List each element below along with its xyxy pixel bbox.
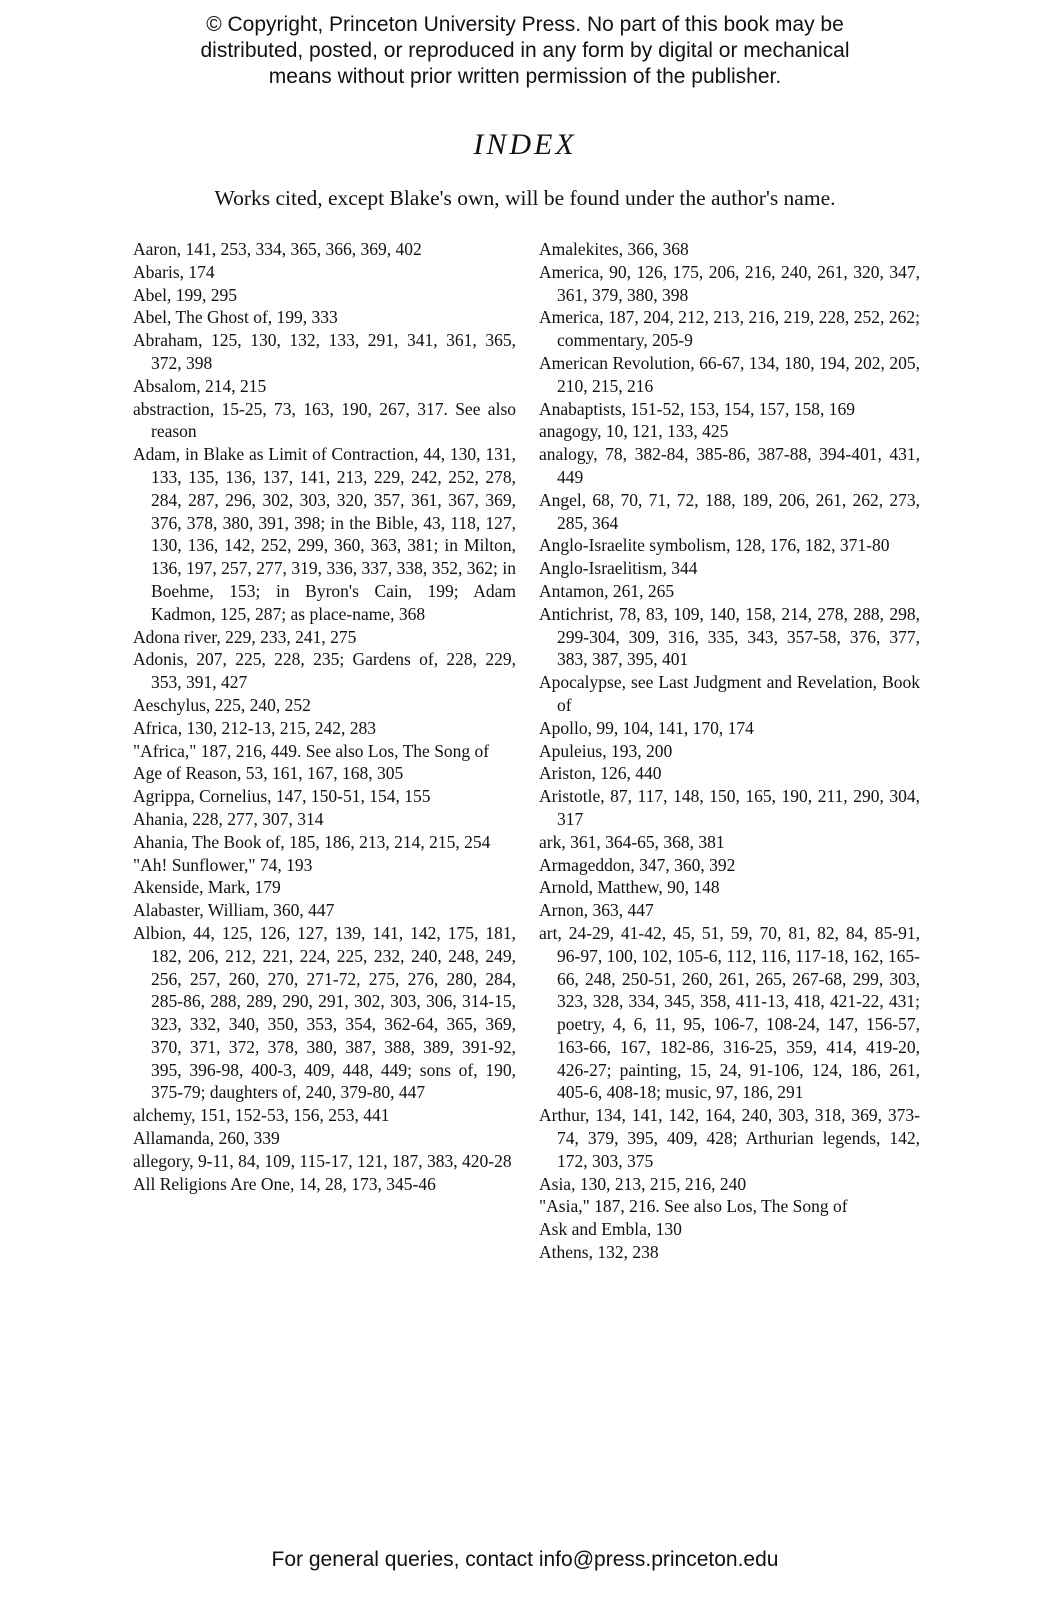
index-entry: "Africa," 187, 216, 449. See also Los, The Song of (133, 740, 490, 761)
index-entry: Anglo-Israelitism, 344 (539, 558, 698, 579)
index-entry: Albion, 44, 125, 126, 127, 139, 141, 142, 175, 181, 182, 206, 212, 221, 224, 225, 232, 240, 248, 249, 256, 257, 260, 270, 271-72, 275, 276, 280, 284, 285-86, 288, 289, 290, 291, 302, 303, 306, 314-15, 323, 332, 340, 350, 353, 354, 362-64, 365, 369, 370, 371, 372, 378, 380, 387, 388, 389, 391-92, 395, 396-98, 400-3, 409, 448, 449; sons of, 190, 375-79; daughters of, 240, 379-80, 447 (133, 922, 516, 1103)
index-entry: Ariston, 126, 440 (539, 763, 662, 784)
index-entry: America, 90, 126, 175, 206, 216, 240, 261, 320, 347, 361, 379, 380, 398 (539, 261, 920, 305)
index-entry: Abraham, 125, 130, 132, 133, 291, 341, 361, 365, 372, 398 (133, 330, 516, 373)
copyright-notice (0, 12, 1050, 90)
index-entry: Ahania, 228, 277, 307, 314 (133, 808, 324, 829)
index-entry: Arnon, 363, 447 (539, 900, 654, 921)
index-entry: anagogy, 10, 121, 133, 425 (539, 421, 729, 442)
index-entry: Aristotle, 87, 117, 148, 150, 165, 190, 211, 290, 304, 317 (539, 786, 920, 829)
index-entry: All Religions Are One, 14, 28, 173, 345-46 (133, 1173, 436, 1194)
index-entry: Angel, 68, 70, 71, 72, 188, 189, 206, 261, 262, 273, 285, 364 (539, 489, 920, 533)
index-entry: "Asia," 187, 216. See also Los, The Song of (539, 1196, 848, 1217)
copyright-line: means without prior written permission of the publisher. (268, 65, 782, 88)
copyright-line: distributed, posted, or reproduced in any form by digital or mechanical (200, 39, 850, 62)
index-entry: Ahania, The Book of, 185, 186, 213, 214, 215, 254 (133, 831, 491, 852)
index-entry: ark, 361, 364-65, 368, 381 (539, 831, 725, 852)
index-entry: Age of Reason, 53, 161, 167, 168, 305 (133, 763, 404, 784)
index-entry: Arthur, 134, 141, 142, 164, 240, 303, 318, 369, 373-74, 379, 395, 409, 428; Arthurian legends, 142, 172, 303, 375 (539, 1105, 920, 1171)
index-entry: Absalom, 214, 215 (133, 375, 267, 396)
index-entry: American Revolution, 66-67, 134, 180, 194, 202, 205, 210, 215, 216 (539, 352, 920, 396)
index-entry: Akenside, Mark, 179 (133, 877, 281, 898)
copyright-line: © Copyright, Princeton University Press. No part of this book may be (206, 13, 844, 36)
index-entry: Asia, 130, 213, 215, 216, 240 (539, 1173, 747, 1194)
index-entry: Apuleius, 193, 200 (539, 740, 673, 761)
index-entry: Adona river, 229, 233, 241, 275 (133, 626, 357, 647)
index-entry: Antamon, 261, 265 (539, 580, 675, 601)
page-title: INDEX (473, 128, 577, 161)
index-entry: Armageddon, 347, 360, 392 (539, 854, 736, 875)
index-entry: Abel, 199, 295 (133, 284, 238, 305)
index-entry: Aaron, 141, 253, 334, 365, 366, 369, 402 (133, 239, 422, 259)
index-entry: Africa, 130, 212-13, 215, 242, 283 (133, 717, 377, 738)
index-entry: Athens, 132, 238 (539, 1242, 659, 1263)
index-left-column (133, 238, 516, 1195)
index-entry: Apollo, 99, 104, 141, 170, 174 (539, 717, 754, 738)
index-entry: "Ah! Sunflower," 74, 193 (133, 854, 313, 875)
index-entry: Antichrist, 78, 83, 109, 140, 158, 214, 278, 288, 298, 299-304, 309, 316, 335, 343, 357-58, 376, 377, 383, 387, 395, 401 (539, 603, 920, 670)
index-entry: allegory, 9-11, 84, 109, 115-17, 121, 187, 383, 420-28 (133, 1150, 512, 1171)
index-entry: abstraction, 15-25, 73, 163, 190, 267, 317. See also reason (133, 398, 516, 442)
index-entry: Allamanda, 260, 339 (133, 1128, 280, 1149)
index-entry: America, 187, 204, 212, 213, 216, 219, 228, 252, 262; commentary, 205-9 (539, 307, 920, 351)
index-entry: Alabaster, William, 360, 447 (133, 900, 335, 921)
index-entry: Amalekites, 366, 368 (539, 239, 689, 259)
footer-contact: For general queries, contact info@press.princeton.edu (271, 1548, 779, 1571)
index-entry: alchemy, 151, 152-53, 156, 253, 441 (133, 1105, 390, 1126)
index-entry: Anabaptists, 151-52, 153, 154, 157, 158, 169 (539, 398, 855, 419)
index-entry: art, 24-29, 41-42, 45, 51, 59, 70, 81, 82, 84, 85-91, 96-97, 100, 102, 105-6, 112, 116, 117-18, 162, 165-66, 248, 250-51, 260, 261, 265, 267-68, 299, 303, 323, 328, 334, 345, 358, 411-13, 418, 421-22, 431; poetry, 4, 6, 11, 95, 106-7, 108-24, 147, 156-57, 163-66, 167, 182-86, 316-25, 359, 414, 419-20, 426-27; painting, 15, 24, 91-106, 124, 186, 261, 405-6, 408-18; music, 97, 186, 291 (539, 922, 920, 1103)
index-entry: analogy, 78, 382-84, 385-86, 387-88, 394-401, 431, 449 (539, 444, 920, 487)
index-entry: Abel, The Ghost of, 199, 333 (133, 307, 338, 328)
index-entry: Adonis, 207, 225, 228, 235; Gardens of, 228, 229, 353, 391, 427 (133, 649, 516, 693)
index-entry: Ask and Embla, 130 (539, 1219, 682, 1240)
index-entry: Abaris, 174 (133, 261, 215, 282)
index-entry: Agrippa, Cornelius, 147, 150-51, 154, 155 (133, 786, 431, 807)
page-subtitle: Works cited, except Blake's own, will be found under the author's name. (214, 186, 836, 210)
index-entry: Arnold, Matthew, 90, 148 (539, 877, 720, 898)
index-right-column (539, 238, 920, 1264)
index-entry: Aeschylus, 225, 240, 252 (133, 694, 311, 715)
index-entry: Anglo-Israelite symbolism, 128, 176, 182, 371-80 (539, 535, 890, 556)
index-entry: Apocalypse, see Last Judgment and Revelation, Book of (539, 672, 920, 715)
index-entry: Adam, in Blake as Limit of Contraction, 44, 130, 131, 133, 135, 136, 137, 141, 213, 229, 242, 252, 278, 284, 287, 296, 302, 303, 320, 357, 361, 367, 369, 376, 378, 380, 391, 398; in the Bible, 43, 118, 127, 130, 136, 142, 252, 299, 360, 363, 381; in Milton, 136, 197, 257, 277, 319, 336, 337, 338, 352, 362; in Boehme, 153; in Byron's Cain, 199; Adam Kadmon, 125, 287; as place-name, 368 (133, 444, 516, 624)
